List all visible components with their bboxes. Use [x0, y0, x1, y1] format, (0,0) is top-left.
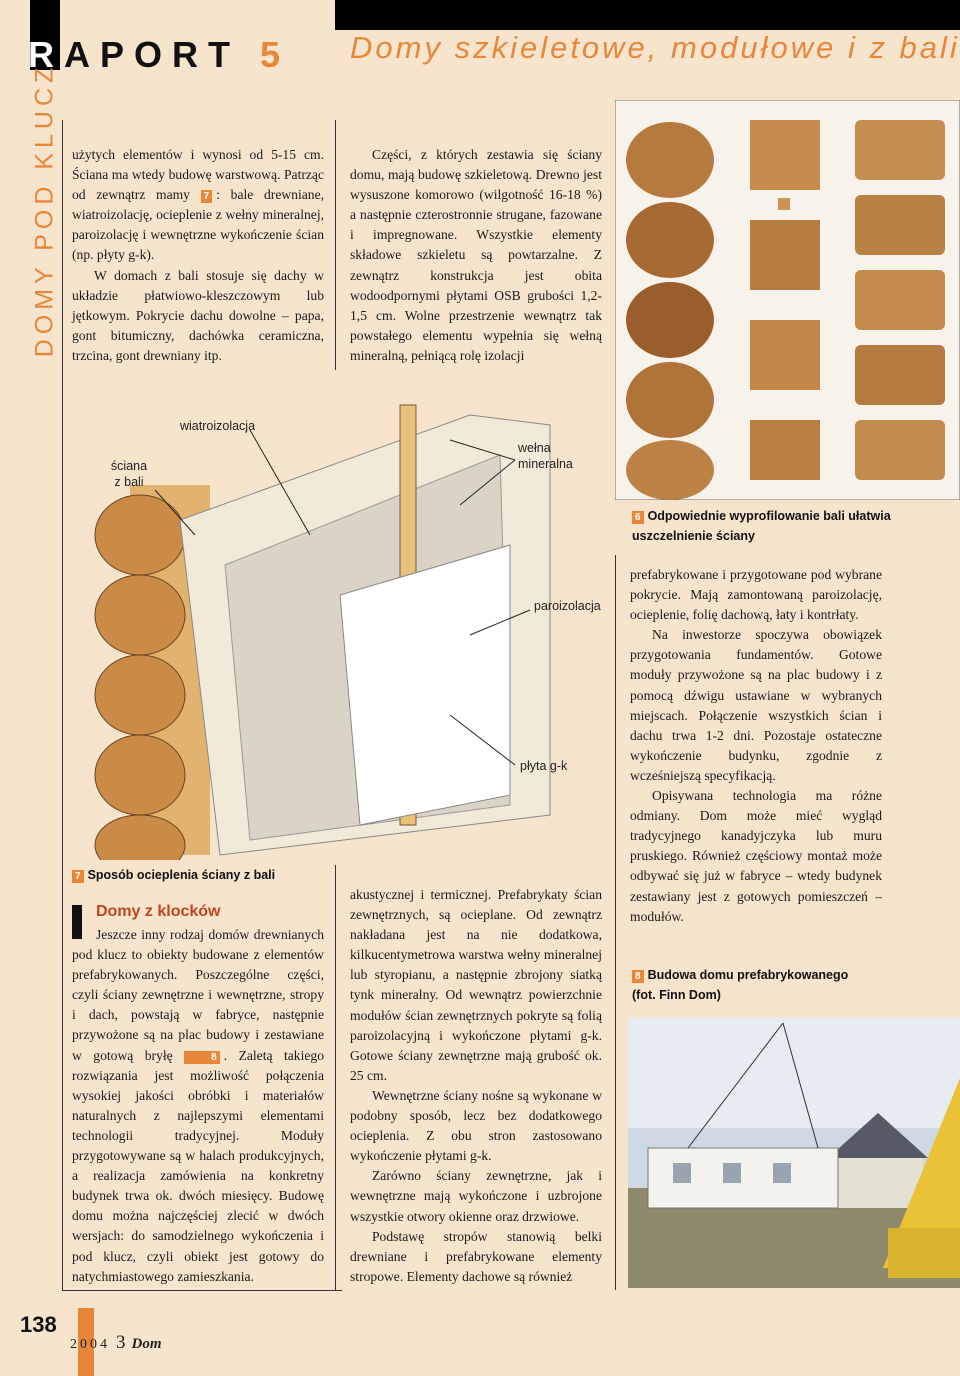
headline: Domy szkieletowe, modułowe i z bali [350, 30, 960, 65]
rule-bottom [62, 1290, 342, 1291]
page-number: 138 [20, 1312, 57, 1337]
side-label [30, 62, 60, 358]
caption-figure-8 [632, 965, 952, 1005]
prefab-house-photo [628, 1018, 960, 1288]
caption-figure-7 [72, 865, 332, 885]
section-heading [96, 903, 220, 921]
column1-top-text [72, 145, 324, 366]
rule-mid-bottom [335, 865, 336, 1290]
paragraph: Opisywana technologia ma różne odmiany. Dom może mieć wygląd tradycyjnego kanadyjczyka lub muru pruskiego. Również częściowy montaż może odbywać się już w fabryce – wtedy budynek zestawiany jest z gotowych pomieszczeń – modułów. [630, 788, 882, 924]
header-black-bar [335, 0, 960, 30]
label-log-wall: ściana z bali [110, 459, 148, 489]
log-profiles-photo [615, 100, 960, 500]
side-label-text: DOMY POD KLUCZ [30, 62, 59, 358]
photo-credit: (fot. Finn Dom) [632, 988, 721, 1002]
paragraph: : bale drewniane, wiatroizolację, ocieplenie z wełny mineralnej, paroizolację i wewnętrzne wykończenie ścian (np. płyty g-k). [72, 187, 325, 263]
paragraph: akustycznej i termicznej. Prefabrykaty ścian zewnętrznych, są ocieplane. Od zewnątrz nakładana jest na nie dodatkowa, kilkucentymetrowa warstwa wełny mineralnej lub styropianu, a następnie zbrojony siatką tynk mineralny. Od wewnątrz powierzchnie modułów ścian zewnętrznych pokryte są folią paroizolacyjną i wykończone płytami g-k. Gotowe ściany zewnętrzne mają grubość ok. 25 cm. [350, 887, 602, 1083]
section-heading-text: Domy z klocków [96, 903, 221, 920]
column3-text [630, 565, 882, 927]
figure-ref-8: 8 [184, 1051, 220, 1064]
section-number: 5 [260, 34, 281, 75]
figure-number-6: 6 [632, 511, 644, 524]
label-vapor-barrier: paroizolacja [534, 599, 601, 613]
drywall-layer [340, 545, 510, 825]
rule-left [62, 120, 63, 1290]
footer-year: 2004 [70, 1337, 110, 1352]
paragraph: Części, z których zestawia się ściany domu, mają budowę szkieletową. Drewno jest wysuszone komorowo (wilgotność 16-18 %) a następnie czterostronnie strugane, fazowane i impregnowane. Wszystkie elementy składowe szkieletu są powtarzalne. Z zewnątrz konstrukcja jest obita wodoodpornymi płytami OSB grubości 1,2-1,5 cm. Wolne przestrzenie wewnątrz tak powstałego elementu wypełnia się wełną mineralną, pełniącą rolę izolacji [350, 147, 602, 363]
figure-ref-7: 7 [201, 190, 213, 203]
paragraph: Zarówno ściany zewnętrzne, jak i wewnętrzne mają wykończone i uzbrojone wszystkie otwory okienne oraz drzwiowe. [350, 1168, 602, 1224]
section-word: APORT [64, 34, 240, 75]
label-drywall: płyta g-k [520, 759, 568, 773]
column1-bottom-text [72, 925, 324, 1287]
section-letter: R [28, 34, 64, 75]
paragraph: Wewnętrzne ściany nośne są wykonane w podobny sposób, lecz bez dodatkowego ocieplenia. Z obu stron zastosowano wykończenie płytami g-k. [350, 1087, 602, 1164]
label-mineral-wool: wełna mineralna [518, 441, 573, 471]
paragraph: Jeszcze inny rodzaj domów drewnianych pod klucz to obiekty budowane z elementów prefabrykowanych. Poszczególne części, czyli ściany zewnętrzne i wewnętrzne, stropy i dach, powstają w fabryce, następnie przywożone są na plac budowy i zestawiane w gotową bryłę [72, 927, 324, 1063]
label-wind-barrier: wiatroizolacja [180, 419, 256, 433]
paragraph: użytych elementów i wynosi od 5-15 cm. Ściana ma wtedy budowę warstwową. Patrząc od zewnątrz mamy [72, 147, 324, 203]
paragraph: Podstawę stropów stanowią belki drewniane i prefabrykowane elementy stropowe. Elementy dachowe są również [350, 1228, 602, 1284]
footer-issue [70, 1332, 162, 1354]
figure-number-7: 7 [72, 870, 84, 883]
footer-issue-number: 3 [116, 1332, 126, 1353]
rule-mid-top [335, 120, 336, 370]
paragraph: . Zaletą takiego rozwiązania jest możliwość połączenia wysokiej jakości obróbki i materiałów naturalnych z najlepszymi elementami technologii tradycyjnej. Moduły przygotowywane są w halach produkcyjnych, a realizacja zamówienia na konkretny budynek trwa ok. dwóch miesięcy. Budowę domu można najczęściej zlecić w dwóch wersjach: do samodzielnego wykończenia i pod klucz, czyli obiekt jest gotowy do natychmiastowego zamieszkania. [72, 1047, 324, 1284]
column2-top-text [350, 145, 602, 366]
caption-figure-6 [632, 506, 952, 546]
log-stack-right [855, 120, 945, 480]
caption-text: Budowa domu prefabrykowanego [647, 968, 849, 982]
rule-right [615, 555, 616, 1290]
footer-brand: Dom [131, 1336, 162, 1352]
paragraph: prefabrykowane i przygotowane pod wybrane pokrycie. Mają zamontowaną paroizolację, ocieplenie, folię dachową, łaty i kontrłaty. [630, 567, 882, 623]
section-title [28, 34, 280, 76]
paragraph: Na inwestorze spoczywa obowiązek przygotowania fundamentów. Gotowe moduły przywożone są na plac budowy i z pomocą dźwigu ustawiane w wybranych miejscach. Połączenie wszystkich ścian i dachu trwa 1-2 dni. Pozostaje ostateczne wykończenie budynku, zgodnie z wcześniejszą specyfikacją. [630, 627, 882, 783]
figure-number-8: 8 [632, 970, 644, 983]
paragraph: W domach z bali stosuje się dachy w układzie płatwiowo-kleszczowym lub jętkowym. Pokrycie dachu dowolne – papa, gont bitumiczny, dachówka ceramiczna, trzcina, gont drewniany itp. [72, 267, 324, 363]
caption-text: Sposób ocieplenia ściany z bali [87, 868, 276, 882]
caption-text: Odpowiednie wyprofilowanie bali ułatwia uszczelnienie ściany [632, 509, 891, 543]
column2-bottom-text [350, 885, 602, 1287]
